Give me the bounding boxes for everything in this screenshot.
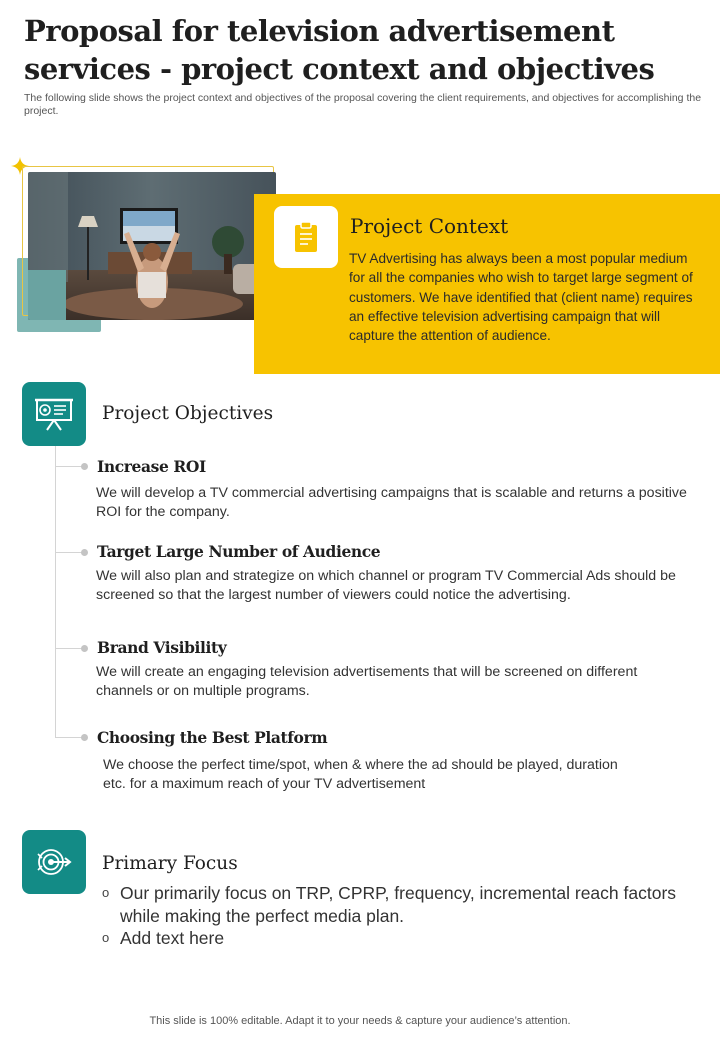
context-title: Project Context [350, 214, 509, 238]
footer-note: This slide is 100% editable. Adapt it to your needs & capture your audience’s attention. [149, 1015, 571, 1027]
focus-item-text: Add text here [120, 928, 225, 948]
list-item [102, 882, 682, 927]
objectives-title: Project Objectives [102, 403, 274, 424]
tv-viewer-photo [28, 172, 276, 320]
timeline-dot [81, 734, 88, 741]
objective-title: Choosing the Best Platform [97, 728, 328, 747]
objective-text: We choose the perfect time/spot, when & where the ad should be played, duration etc. for a maximum reach of your TV advertisement [103, 757, 618, 793]
focus-title: Primary Focus [102, 853, 238, 874]
presentation-board-icon [34, 394, 74, 434]
target-icon [34, 842, 74, 882]
timeline-dot [81, 549, 88, 556]
timeline-connector [56, 466, 84, 467]
bullet-marker: o [102, 885, 110, 900]
focus-list [102, 882, 682, 950]
timeline-connector [56, 648, 84, 649]
timeline-connector [56, 552, 84, 553]
context-text: TV Advertising has always been a most popular medium for all the companies who wish to target large segment of customers. We have identified that (client name) requires an effective television advertising campaign that will capture the attention of audience. [349, 251, 693, 344]
objectives-timeline [55, 446, 56, 738]
page-title: Proposal for television advertisement services - project context and objectives [24, 14, 655, 86]
timeline-connector [56, 737, 84, 738]
objective-text: We will create an engaging television advertisements that will be screened on different channels or on multiple programs. [96, 664, 638, 700]
project-context-panel [254, 194, 720, 374]
focus-icon-tile [22, 830, 86, 894]
bullet-marker: o [102, 930, 110, 945]
clipboard-icon [292, 221, 320, 253]
timeline-dot [81, 463, 88, 470]
list-item [102, 927, 682, 950]
objective-title: Brand Visibility [97, 638, 227, 657]
objective-title: Increase ROI [97, 457, 206, 476]
focus-item-text: Our primarily focus on TRP, CPRP, frequency, incremental reach factors while making the perfect media plan. [120, 883, 677, 926]
page-subtitle: The following slide shows the project context and objectives of the proposal covering the client requirements, and objectives for accomplishing the project. [24, 92, 702, 117]
objective-text: We will develop a TV commercial advertising campaigns that is scalable and returns a positive ROI for the company. [96, 485, 687, 521]
timeline-dot [81, 645, 88, 652]
objectives-icon-tile [22, 382, 86, 446]
objective-title: Target Large Number of Audience [97, 542, 381, 561]
context-icon-tile [274, 206, 338, 268]
objective-text: We will also plan and strategize on which channel or program TV Commercial Ads should be screened so that the largest number of viewers could notice the advertising. [96, 568, 676, 604]
